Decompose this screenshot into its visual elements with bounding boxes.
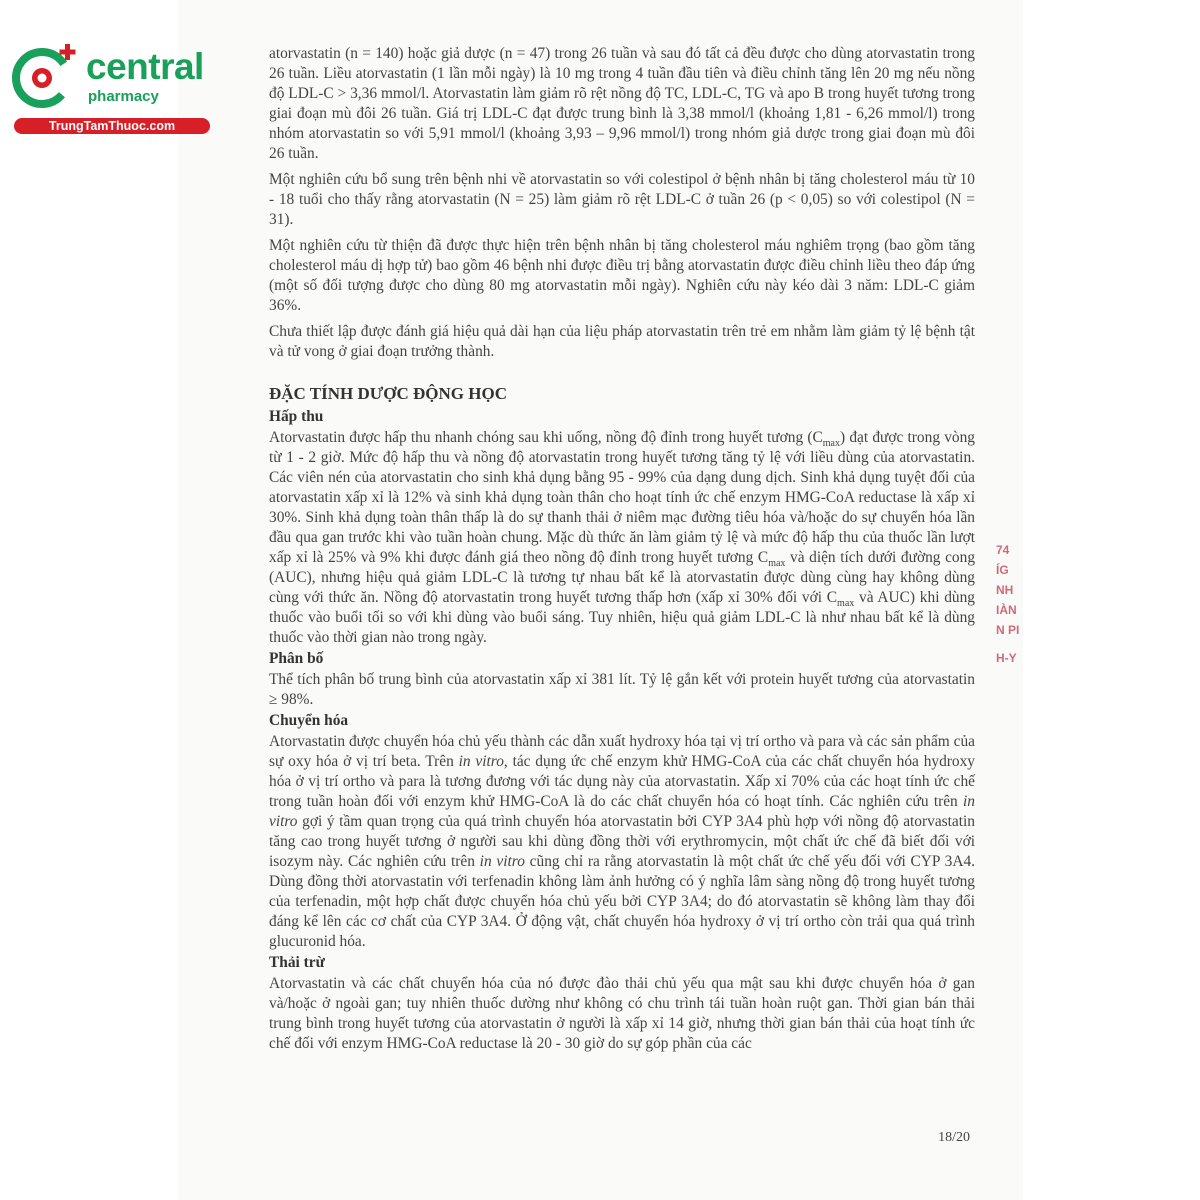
logo-url-banner: TrungTamThuoc.com (14, 118, 210, 134)
subheading-distribution: Phân bố (269, 650, 324, 667)
stamp-line: H-Y (996, 651, 1017, 665)
section-heading: ĐẶC TÍNH DƯỢC ĐỘNG HỌC (269, 384, 508, 403)
stamp-line: IÀN (996, 603, 1017, 617)
subheading-absorption: Hấp thu (269, 408, 324, 425)
subheading-metabolism: Chuyển hóa (269, 712, 349, 729)
paragraph-4: Chưa thiết lập được đánh giá hiệu quả dài hạn của liệu pháp atorvastatin trên trẻ em nhằm làm giảm tỷ lệ bệnh tật và tử vong ở giai đoạn trưởng thành. (269, 323, 975, 360)
paragraph-3: Một nghiên cứu từ thiện đã được thực hiện trên bệnh nhân bị tăng cholesterol máu nghiêm trọng (bao gồm tăng cholesterol máu dị hợp tử) bao gồm 46 bệnh nhi được điều trị bằng atorvastatin được điều chỉnh liều theo đáp ứng (một số đối tượng được cho dùng 80 mg atorvastatin mỗi ngày). Nghiên cứu này kéo dài 3 năm: LDL-C giảm 36%. (269, 237, 975, 314)
document-body (269, 44, 975, 1055)
logo-brand-text: central (86, 46, 204, 87)
stamp-line: NH (996, 583, 1014, 597)
stamp-line: N PI (996, 623, 1020, 637)
page-number: 18/20 (938, 1130, 970, 1145)
stamp-line: ÍG (996, 563, 1009, 577)
elimination-paragraph: Atorvastatin và các chất chuyển hóa của nó được đào thải chủ yếu qua mật sau khi được chuyển hóa ở gan và/hoặc ở ngoài gan; tuy nhiên thuốc dường như không có chu trình tái tuần hoàn ruột gan. Thời gian bán thải trung bình trong huyết tương của atorvastatin ở người là xấp xỉ 14 giờ, nhưng thời gian bán thải của hoạt tính ức chế đối với enzym HMG-CoA reductase là 20 - 30 giờ do sự góp phần của các (269, 975, 975, 1052)
subheading-elimination: Thải trừ (269, 954, 325, 971)
metabolism-paragraph: Atorvastatin được chuyển hóa chủ yếu thành các dẫn xuất hydroxy hóa tại vị trí ortho và para và các sản phẩm của sự oxy hóa ở vị trí beta. Trên in vitro, tác dụng ức chế enzym khử HMG-CoA của các chất chuyển hóa hydroxy hóa ở vị trí ortho và para là tương đương với tác dụng này của atorvastatin. Xấp xỉ 70% của các hoạt tính ức chế trong tuần hoàn đối với enzym khử HMG-CoA là do các chất chuyển hóa có hoạt tính. Các nghiên cứu trên in vitro gợi ý tầm quan trọng của quá trình chuyển hóa atorvastatin bởi CYP 3A4 phù hợp với nồng độ atorvastatin tăng cao trong huyết tương ở người sau khi dùng đồng thời với erythromycin, một chất ức chế đã biết đối với isozym này. Các nghiên cứu trên in vitro cũng chỉ ra rằng atorvastatin là một chất ức chế yếu đối với CYP 3A4. Dùng đồng thời atorvastatin với terfenadin không làm ảnh hưởng có ý nghĩa lâm sàng nồng độ trong huyết tương của terfenadin, một hợp chất được chuyển hóa chủ yếu bởi CYP 3A4; do đó atorvastatin sẽ không làm thay đổi đáng kể lên các cơ chất của CYP 3A4. Ở động vật, chất chuyển hóa hydroxy ở vị trí ortho còn trải qua quá trình glucuronid hóa. (269, 733, 975, 950)
logo-mark-icon (10, 38, 90, 118)
absorption-paragraph: Atorvastatin được hấp thu nhanh chóng sau khi uống, nồng độ đỉnh trong huyết tương $(C_{max})$ đạt được trong vòng từ 1 - 2 giờ. Mức độ hấp thu và nồng độ atorvastatin trong huyết tương tăng tỷ lệ với liều dùng của atorvastatin. Các viên nén của atorvastatin cho sinh khả dụng bằng 95 - 99% của dạng dung dịch. Sinh khả dụng tuyệt đối của atorvastatin xấp xỉ là 12% và sinh khả dụng toàn thân cho hoạt tính ức chế enzym HMG-CoA reductase là xấp xỉ 30%. Sinh khả dụng toàn thân thấp là do sự thanh thải ở niêm mạc đường tiêu hóa và/hoặc do sự chuyển hóa lần đầu qua gan trước khi vào tuần hoàn chung. Mặc dù thức ăn làm giảm tỷ lệ và mức độ hấp thu của thuốc lần lượt xấp xỉ là 25% và 9% khi được đánh giá theo nồng độ đỉnh trong huyết tương $C_{max}$ và diện tích dưới đường cong (AUC), nhưng hiệu quả giảm LDL-C là tương tự nhau bất kể là atorvastatin được dùng cùng hay không dùng cùng với thức ăn. Nồng độ atorvastatin trong huyết tương thấp hơn (xấp xỉ 30% đối với $C_{max}$ và AUC) khi dùng thuốc vào buổi tối so với khi dùng vào buổi sáng. Tuy nhiên, hiệu quả giảm LDL-C là như nhau bất kể là dùng thuốc vào thời gian nào trong ngày. (269, 429, 976, 646)
paragraph-2: Một nghiên cứu bổ sung trên bệnh nhi về atorvastatin so với colestipol ở bệnh nhân bị tăng cholesterol máu từ 10 - 18 tuổi cho thấy rằng atorvastatin (N = 25) làm giảm rõ rệt LDL-C ở tuần 26 (p < 0,05) so với colestipol (N = 31). (269, 171, 975, 228)
stamp-line: 74 (996, 543, 1010, 557)
logo-sub-text: pharmacy (88, 88, 159, 105)
paragraph-1: atorvastatin (n = 140) hoặc giả dược (n = 47) trong 26 tuần và sau đó tất cả đều được cho dùng atorvastatin trong 26 tuần. Liều atorvastatin (1 lần mỗi ngày) là 10 mg trong 4 tuần đầu tiên và điều chỉnh tăng lên 20 mg nếu nồng độ LDL-C > 3,36 mmol/l. Atorvastatin làm giảm rõ rệt nồng độ TC, LDL-C, TG và apo B trong huyết tương trong giai đoạn mù đôi 26 tuần. Giá trị LDL-C đạt được trung bình là 3,38 mmol/l (khoảng 1,81 - 6,26 mmol/l) trong nhóm atorvastatin so với 5,91 mmol/l (khoảng 3,93 – 9,96 mmol/l) trong nhóm giả dược trong giai đoạn mù đôi 26 tuần. (269, 45, 975, 162)
margin-stamp (996, 540, 1026, 668)
distribution-paragraph: Thể tích phân bố trung bình của atorvastatin xấp xỉ 381 lít. Tỷ lệ gắn kết với protein huyết tương của atorvastatin ≥ 98%. (269, 671, 975, 708)
